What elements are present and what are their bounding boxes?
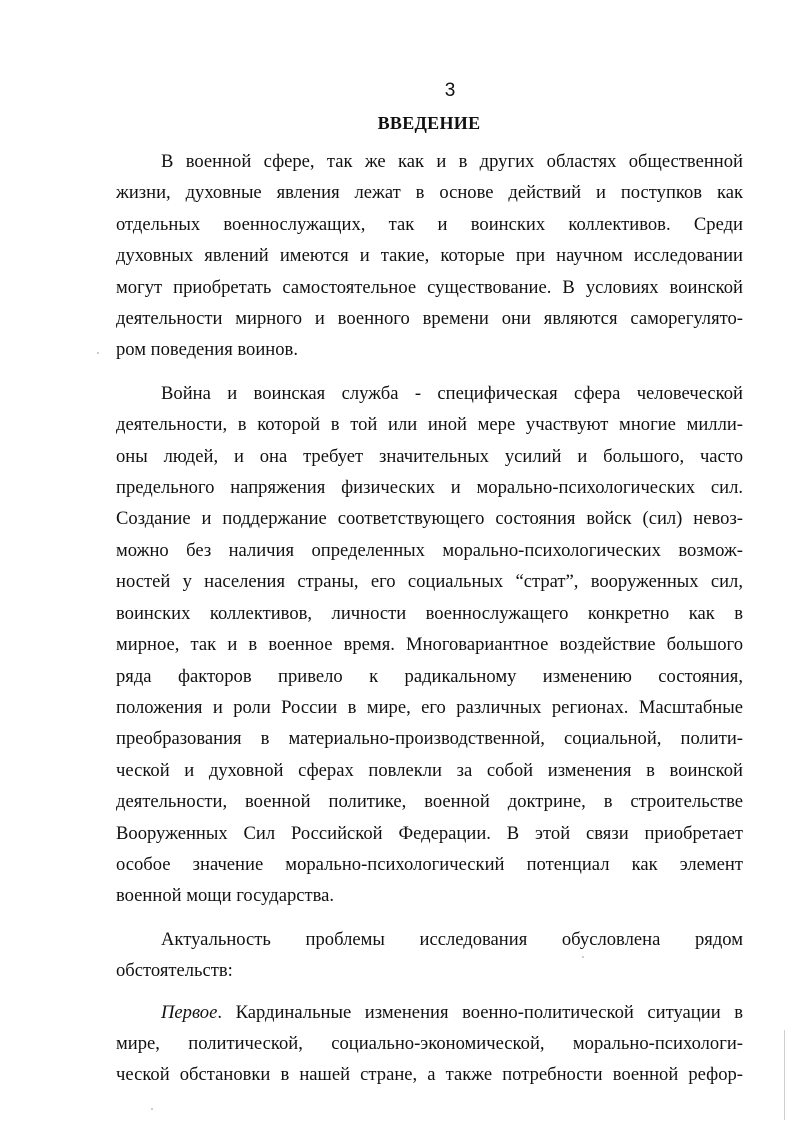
- text-line: ческой обстановки в нашей стране, а также потребности военной рефор-: [116, 1064, 743, 1086]
- text-line: обстоятельств:: [116, 960, 233, 982]
- paragraph-gap: [116, 987, 743, 997]
- paragraph-gap: [116, 912, 743, 924]
- text-line: могут приобретать самостоятельное существование. В условиях воинской: [116, 276, 743, 298]
- text-line: деятельности, военной политике, военной доктрине, в строительстве: [116, 791, 743, 813]
- text-line: деятельности мирного и военного времени они являются саморегулято-: [116, 308, 743, 330]
- text-line: положения и роли России в мире, его различных регионах. Масштабные: [116, 696, 743, 718]
- scan-speck: [97, 352, 99, 354]
- section-title: ВВЕДЕНИЕ: [377, 113, 481, 133]
- text-line: духовных явлений имеются и такие, которые при научном исследовании: [116, 245, 743, 267]
- paragraph-2: [116, 378, 743, 912]
- text-line: Вооруженных Сил Российской Федерации. В этой связи приобретает: [116, 822, 743, 844]
- text-line: воинских коллективов, личности военнослужащего конкретно как в: [116, 602, 743, 624]
- text-line: можно без наличия определенных морально-психологических возмож-: [116, 539, 743, 561]
- paragraph-4: [116, 997, 743, 1091]
- text-line: [116, 997, 743, 1028]
- text-line: отдельных военнослужащих, так и воинских коллективов. Среди: [116, 213, 743, 235]
- scan-edge-mark: [784, 1030, 785, 1120]
- text-line: оны людей, и она требует значительных усилий и большого, часто: [116, 445, 743, 467]
- paragraph-1: [116, 146, 743, 366]
- text-line: ческой и духовной сферах повлекли за собой изменения в воинской: [116, 759, 743, 781]
- text-fragment: . Кардинальные изменения военно-политической ситуации в: [217, 1001, 743, 1023]
- text-line: деятельности, в которой в той или иной мере участвуют многие милли-: [116, 414, 743, 436]
- text-line: преобразования в материально-производственной, социальной, полити-: [116, 728, 743, 750]
- text-line: военной мощи государства.: [116, 885, 335, 907]
- text-line: Создание и поддержание соответствующего состояния войск (сил) невоз-: [116, 508, 743, 530]
- paragraph-gap: [116, 366, 743, 378]
- text-line: особое значение морально-психологический потенциал как элемент: [116, 853, 743, 875]
- text-line: предельного напряжения физических и морально-психологических сил.: [116, 477, 743, 499]
- text-line: ряда факторов привело к радикальному изменению состояния,: [116, 665, 743, 687]
- scan-speck: [151, 1108, 153, 1110]
- scan-speck: [582, 956, 584, 958]
- text-line: Война и воинская служба - специфическая сфера человеческой: [161, 382, 743, 404]
- italic-lead: Первое: [161, 1001, 218, 1023]
- text-line: ностей у населения страны, его социальных “страт”, вооруженных сил,: [116, 571, 743, 593]
- text-line: Актуальность проблемы исследования обусловлена рядом: [161, 928, 743, 950]
- text-line: мирное, так и в военное время. Многовариантное воздействие большого: [116, 634, 743, 656]
- page-number: 3: [444, 80, 456, 101]
- paragraph-3: [116, 924, 743, 987]
- text-line: мире, политической, социально-экономической, морально-психологи-: [116, 1032, 743, 1054]
- body-text: [116, 146, 743, 1091]
- text-line: жизни, духовные явления лежат в основе действий и поступков как: [116, 182, 743, 204]
- text-line: ром поведения воинов.: [116, 339, 298, 361]
- text-line: В военной сфере, так же как и в других областях общественной: [161, 151, 743, 172]
